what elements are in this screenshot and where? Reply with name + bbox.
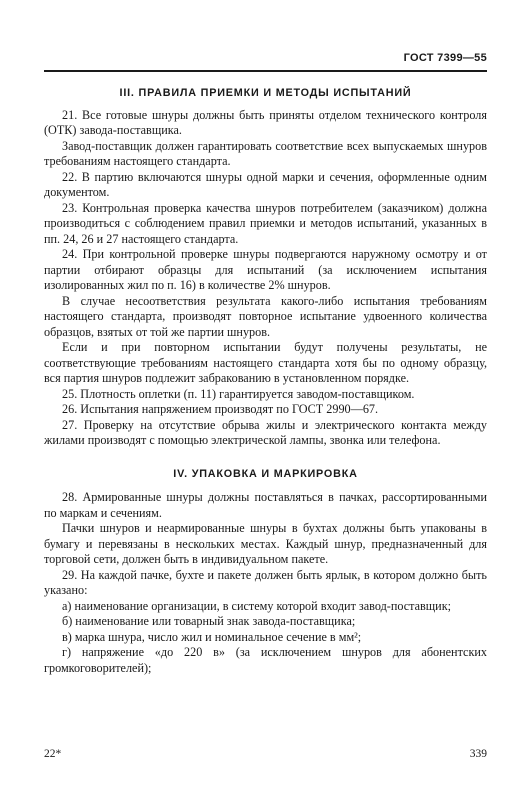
paragraph: Если и при повторном испытании будут получены результаты, не соответствующие требованиям настоящего стандарта хотя бы по одному образцу, вся партия шнуров подлежит забракованию в установленном порядке. [44, 340, 487, 385]
paragraph: 22. В партию включаются шнуры одной марки и сечения, оформленные одним документом. [44, 169, 487, 199]
page-number: 339 [469, 748, 487, 760]
paragraph: Завод-поставщик должен гарантировать соответствие всех выпускаемых шнуров требованиям настоящего стандарта. [44, 138, 487, 168]
paragraph: В случае несоответствия результата какого-либо испытания требованиям настоящего стандарта, производят повторное испытание удвоенного количества образцов, взятых от той же партии шнуров. [44, 293, 487, 339]
paragraph: 28. Армированные шнуры должны поставляться в пачках, рассортированными по маркам и сечениям. [44, 490, 487, 520]
list-item: в) марка шнура, число жил и номинальное сечение в мм²; [62, 629, 362, 644]
paragraph: 21. Все готовые шнуры должны быть приняты отделом технического контроля (ОТК) завода-поставщика. [44, 107, 487, 137]
paragraph: 24. При контрольной проверке шнуры подвергаются наружному осмотру и от партии отбирают образцы для испытаний (за исключением испытания изолированных жил по п. 16) в количестве 2% шнуров. [44, 247, 487, 292]
list-item: б) наименование или товарный знак завода-поставщика; [62, 614, 356, 628]
paragraph: Пачки шнуров и неармированные шнуры в бухтах должны быть упакованы в бумагу и перевязаны в нескольких местах. Каждый шнур, предназначенный для торговой сети, должен быть в индивидуальном пакете. [44, 521, 487, 566]
signature-mark: 22* [44, 748, 62, 760]
running-header: ГОСТ 7399—55 [403, 52, 487, 64]
paragraph: 23. Контрольная проверка качества шнуров потребителем (заказчиком) должна производиться с соблюдением правил приемки и методов испытаний, указанных в пп. 24, 26 и 27 настоящего стандарта. [44, 200, 487, 246]
paragraph: 29. На каждой пачке, бухте и пакете должен быть ярлык, в котором должно быть указано: [44, 567, 487, 597]
section-heading: III. ПРАВИЛА ПРИЕМКИ И МЕТОДЫ ИСПЫТАНИЙ [119, 87, 412, 99]
paragraph: 25. Плотность оплетки (п. 11) гарантируется заводом-поставщиком. [62, 386, 415, 401]
paragraph: 26. Испытания напряжением производят по ГОСТ 2990—67. [62, 402, 379, 416]
header-rule [44, 70, 487, 72]
list-item: а) наименование организации, в систему которой входит завод-поставщик; [62, 598, 452, 613]
page-body [44, 86, 487, 676]
paragraph: 27. Проверку на отсутствие обрыва жилы и электрического контакта между жилами производят с помощью электрической лампы, звонка или телефона. [44, 417, 487, 447]
section-heading: IV. УПАКОВКА И МАРКИРОВКА [173, 467, 358, 480]
list-item: г) напряжение «до 220 в» (за исключением шнуров для абонентских громкоговорителей); [44, 645, 487, 675]
